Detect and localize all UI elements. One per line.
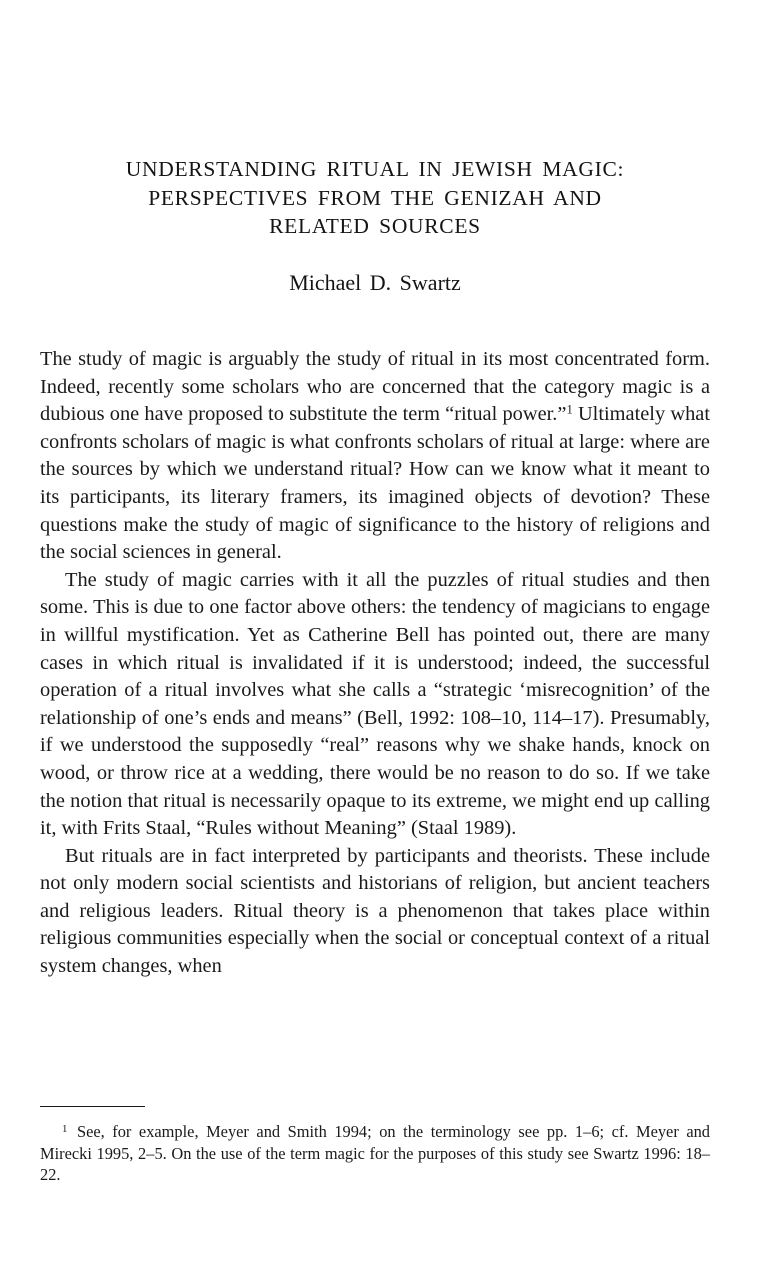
paragraph-3: But rituals are in fact interpreted by participants and theorists. These include not only modern social scientists and historians of religion, but ancient teachers and religious leaders. Ritual theory is a phenomenon that takes place within religious communities especially when the social or conceptual context of a ritual system changes, when	[40, 844, 710, 978]
title-line-3: RELATED SOURCES	[269, 214, 481, 238]
paragraph-1-text-before-footnote-ref: The study of magic is arguably the study of ritual in its most concentrated form. Indeed, recently some scholars who are concerned that the category magic is a dubious one have proposed to substitute the term “ritual power.”	[40, 348, 710, 426]
footnote-body: See, for example, Meyer and Smith 1994; on the terminology see pp. 1–6; cf. Meyer and Mirecki 1995, 2–5. On the use of the term magic for the purposes of this study see Swartz 1996: 18–22.	[40, 1122, 710, 1185]
body-text	[40, 346, 710, 981]
article-title	[40, 155, 710, 241]
author-byline: Michael D. Swartz	[289, 270, 461, 295]
paragraph-1-text-after-footnote-ref: Ultimately what confronts scholars of magic is what confronts scholars of ritual at large: where are the sources by which we understand ritual? How can we know what it meant to its participants, its literary framers, its imagined objects of devotion? These questions make the study of magic of significance to the history of religions and the social sciences in general.	[40, 403, 710, 564]
footnote-separator-rule	[40, 1106, 145, 1107]
paragraph-2: The study of magic carries with it all the puzzles of ritual studies and then some. This is due to one factor above others: the tendency of magicians to engage in willful mystification. Yet as Catherine Bell has pointed out, there are many cases in which ritual is invalidated if it is understood; indeed, the successful operation of a ritual involves what she calls a “strategic ‘misrecognition’ of the relationship of one’s ends and means” (Bell, 1992: 108–10, 114–17). Presumably, if we understood the supposedly “real” reasons why we shake hands, knock on wood, or throw rice at a wedding, there would be no reason to do so. If we take the notion that ritual is necessarily opaque to its extreme, we might end up calling it, with Frits Staal, “Rules without Meaning” (Staal 1989).	[40, 568, 710, 840]
footnote-reference-marker[interactable]: 1	[566, 402, 573, 417]
footnote-1	[40, 1121, 710, 1186]
title-line-2: PERSPECTIVES FROM THE GENIZAH AND	[148, 185, 602, 210]
footnote-area	[40, 1106, 710, 1186]
footnote-number: 1	[62, 1122, 68, 1135]
title-line-1: UNDERSTANDING RITUAL IN JEWISH MAGIC:	[125, 157, 625, 181]
paragraph-1	[40, 346, 710, 567]
